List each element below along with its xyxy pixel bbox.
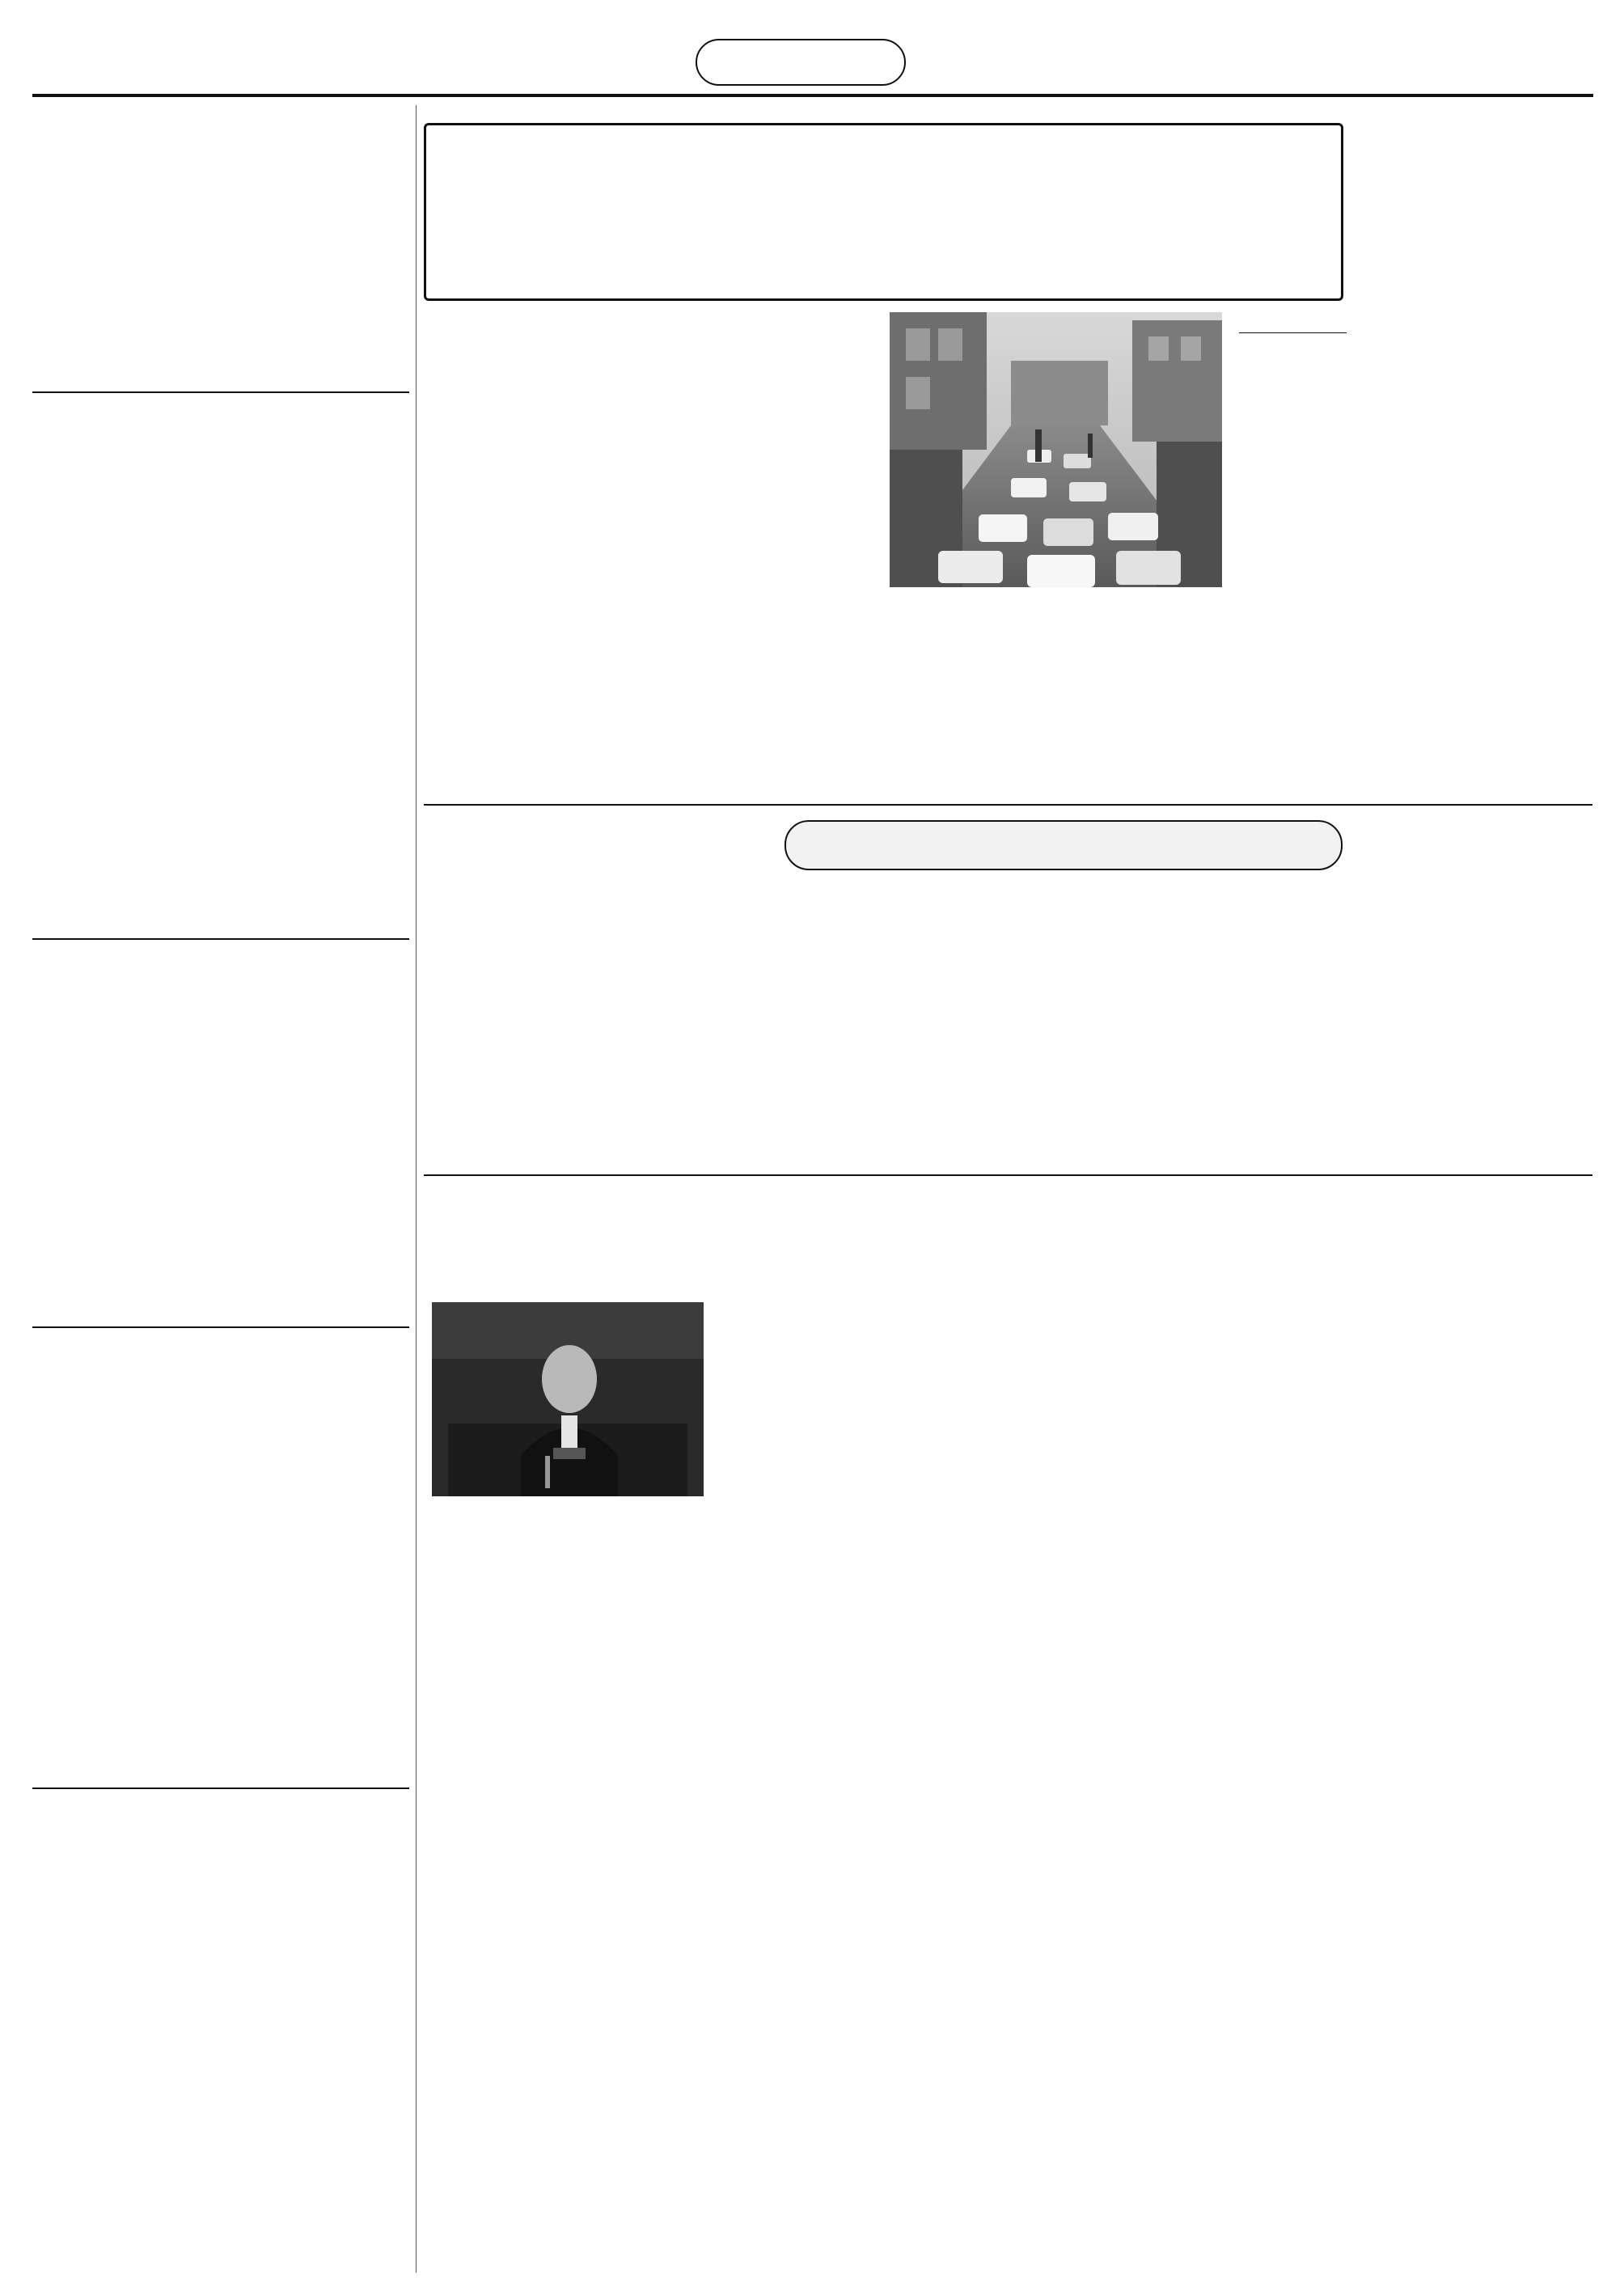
ershad-photo [432, 1302, 704, 1496]
lead-col-3 [647, 312, 878, 793]
lead-col-2 [890, 599, 1222, 793]
women-col-4 [424, 883, 796, 1166]
women-headline-box [785, 820, 1343, 870]
lead-photo [890, 312, 1222, 587]
side-vertical-rule [416, 105, 417, 2273]
side-tv-title [32, 1796, 409, 1852]
ershad-title [424, 1208, 958, 1297]
side-tv-body [32, 1859, 409, 2263]
side-rule-2 [32, 938, 409, 940]
side-power-body [32, 474, 409, 933]
side-rule-3 [32, 1326, 409, 1328]
speaker-portrait-photo [432, 1302, 704, 1496]
side-rule-4 [32, 1787, 409, 1789]
side-charity-body [32, 1370, 409, 1783]
section-label [696, 39, 906, 86]
lead-col-1 [1233, 340, 1347, 793]
lead-byline [1239, 311, 1347, 333]
lead-bottom-rule [424, 804, 1592, 806]
women-col-2 [1084, 883, 1344, 1166]
side-rule-1 [32, 391, 409, 393]
side-edu-body [32, 1001, 409, 1320]
traffic-street-photo [890, 312, 1222, 587]
lead-col-4 [424, 312, 639, 793]
women-col-3 [809, 883, 1072, 1166]
side-power-title [32, 440, 409, 467]
lead-headline-box [424, 123, 1343, 301]
side-water-title [32, 134, 409, 184]
side-edu-title [32, 967, 409, 995]
side-charity-title [32, 1335, 409, 1364]
side-water-body [32, 192, 409, 383]
women-col-1 [1355, 883, 1590, 1166]
masthead [32, 27, 1593, 97]
women-bottom-rule [424, 1174, 1592, 1176]
